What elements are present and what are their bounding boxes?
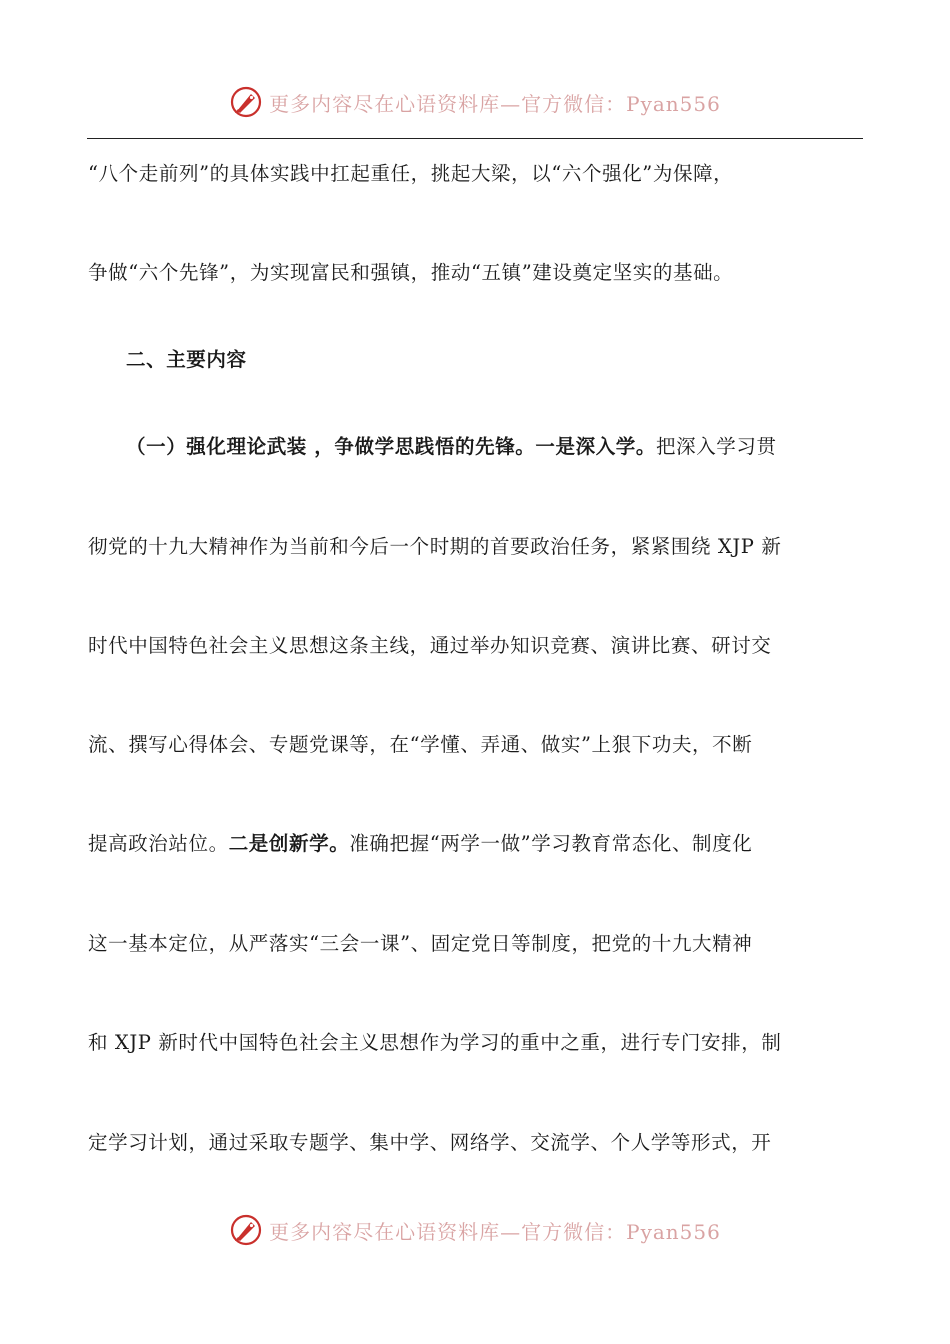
- paragraph-line: 时代中国特色社会主义思想这条主线，通过举办知识竞赛、演讲比赛、研讨交: [88, 634, 772, 657]
- point-label: 一是深入学。: [535, 435, 656, 458]
- header-divider: [87, 138, 863, 139]
- paragraph-line: 流、撰写心得体会、专题党课等，在“学懂、弄通、做实”上狠下功夫，不断: [88, 733, 753, 756]
- footer-watermark-text: 更多内容尽在心语资料库—官方微信：Pyan556: [269, 1219, 721, 1244]
- paragraph-line: “八个走前列”的具体实践中扛起重任，挑起大梁，以“六个强化”为保障，: [88, 162, 734, 185]
- paragraph-line: 争做“六个先锋”，为实现富民和强镇，推动“五镇”建设奠定坚实的基础。: [88, 261, 734, 284]
- header-watermark-text: 更多内容尽在心语资料库—官方微信：Pyan556: [269, 91, 721, 116]
- paragraph-line: 这一基本定位，从严落实“三会一课”、固定党日等制度，把党的十九大精神: [88, 932, 753, 955]
- paragraph-line: [126, 433, 864, 461]
- paragraph-line: 定学习计划，通过采取专题学、集中学、网络学、交流学、个人学等形式，开: [88, 1131, 772, 1154]
- point-label: 二是创新学。: [228, 832, 350, 855]
- pen-nib-logo-icon: [229, 1213, 263, 1247]
- paragraph-line: 和 XJP 新时代中国特色社会主义思想作为学习的重中之重，进行专门安排，制: [88, 1031, 782, 1054]
- paragraph-line: [88, 830, 864, 858]
- pen-nib-logo-icon: [229, 85, 263, 119]
- paragraph-text: 提高政治站位。: [88, 832, 229, 855]
- header-watermark: [0, 82, 950, 122]
- footer-watermark: [0, 1210, 950, 1250]
- paragraph-line: 彻党的十九大精神作为当前和今后一个时期的首要政治任务，紧紧围绕 XJP 新: [88, 535, 782, 558]
- section-heading: 二、主要内容: [126, 348, 247, 371]
- paragraph-text: 把深入学习贯: [656, 435, 777, 458]
- subsection-heading: （一）强化理论武装 ，争做学思践悟的先锋。: [126, 435, 536, 458]
- paragraph-text: 准确把握“两学一做”学习教育常态化、制度化: [349, 832, 753, 855]
